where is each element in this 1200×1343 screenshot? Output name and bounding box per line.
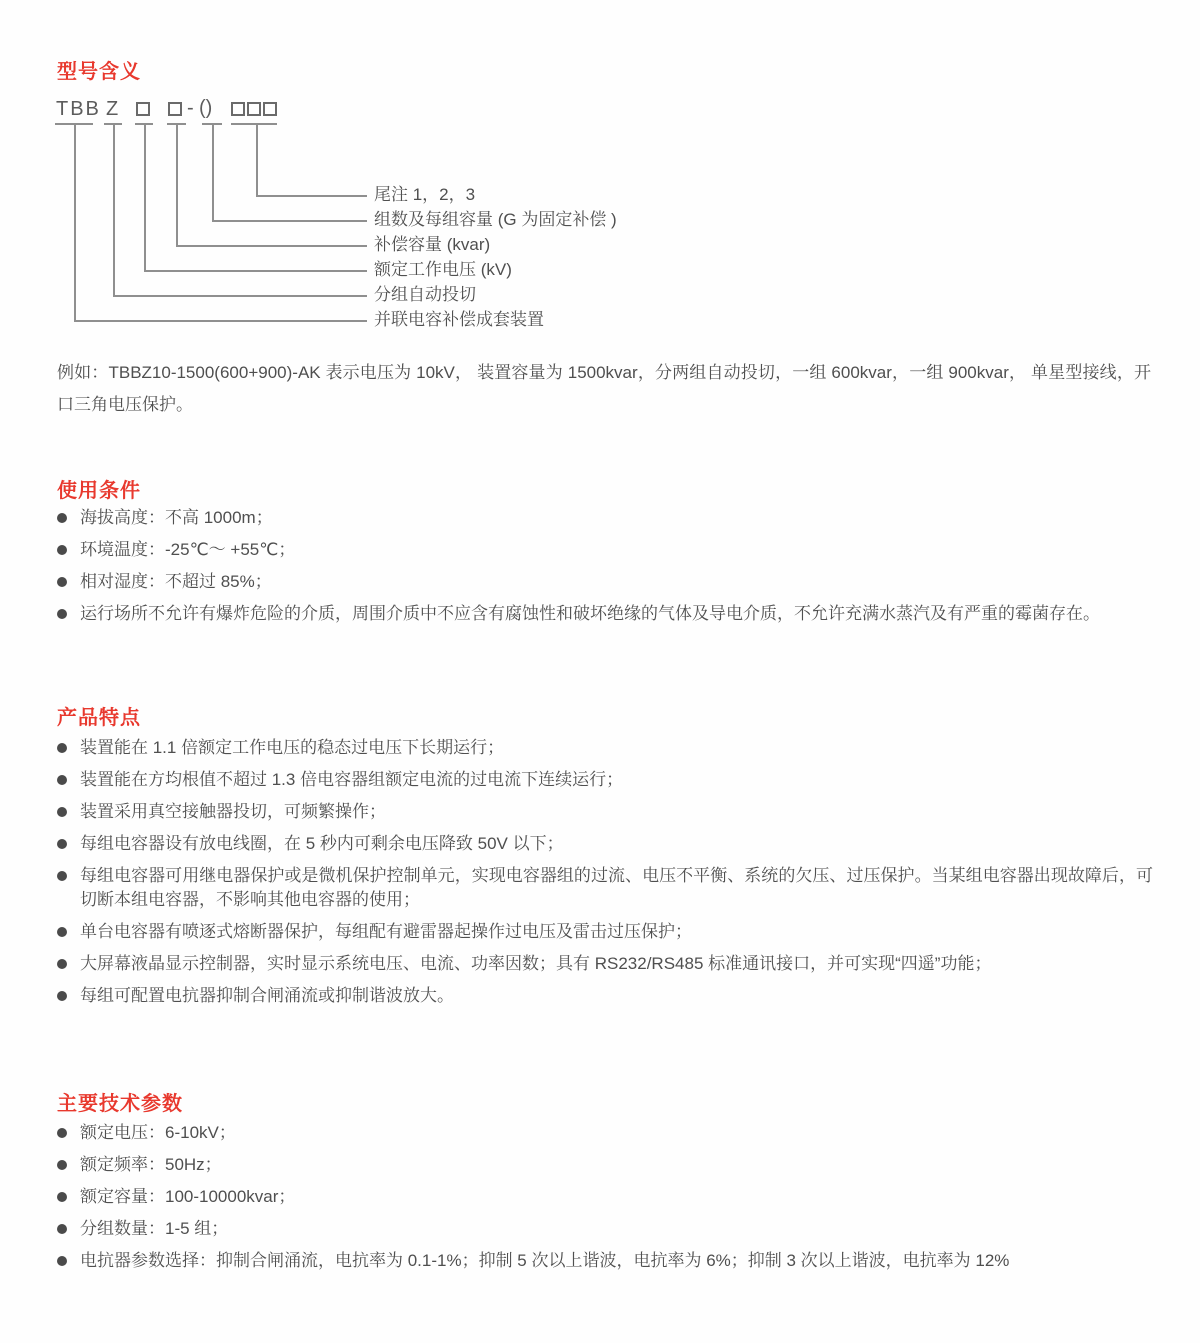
bullet-item <box>57 1121 1153 1145</box>
bullet-text: 运行场所不允许有爆炸危险的介质，周围介质中不应含有腐蚀性和破坏绝缘的气体及导电介质，不允许充满水蒸汽及有严重的霉菌存在。 <box>80 604 1100 623</box>
label-rated-voltage: 额定工作电压 (kV) <box>374 260 512 279</box>
bullet-text: 大屏幕液晶显示控制器，实时显示系统电压、电流、功率因数；具有 RS232/RS485 标准通讯接口，并可实现“四遥”功能； <box>80 954 992 973</box>
bullet-text: 额定电压：6-10kV； <box>80 1123 236 1142</box>
connector-v-switching <box>113 123 115 295</box>
bullet-item <box>57 602 1153 626</box>
bullet-item <box>57 1217 1153 1241</box>
section-title-usage-conditions: 使用条件 <box>57 480 141 502</box>
connector-v-suffix <box>256 123 258 195</box>
bullet-dot-icon <box>57 1160 67 1170</box>
bullet-dot-icon <box>57 1224 67 1234</box>
bullet-text: 相对湿度：不超过 85%； <box>80 572 272 591</box>
bullet-text: 装置能在 1.1 倍额定工作电压的稳态过电压下长期运行； <box>80 738 505 757</box>
model-code-box-suffix-3 <box>263 102 277 116</box>
bullet-item <box>57 864 1153 912</box>
connector-v-groups <box>212 123 214 220</box>
bullet-dot-icon <box>57 1192 67 1202</box>
bullet-dot-icon <box>57 545 67 555</box>
bullet-dot-icon <box>57 1256 67 1266</box>
connector-h-suffix <box>256 195 367 197</box>
bullet-text: 分组数量：1-5 组； <box>80 1219 229 1238</box>
model-code-box-suffix-2 <box>247 102 261 116</box>
label-auto-switching: 分组自动投切 <box>374 285 476 304</box>
model-example-text: 例如：TBBZ10-1500(600+900)-AK 表示电压为 10kV， 装置容量为 1500kvar，分两组自动投切，一组 600kvar，一组 900kvar， 单星型接线，开口三角电压保护。 <box>57 363 1151 414</box>
connector-h-capacity <box>176 245 367 247</box>
usage-conditions-list <box>57 506 1153 634</box>
bullet-text: 每组电容器可用继电器保护或是微机保护控制单元，实现电容器组的过流、电压不平衡、系统的欠压、过压保护。当某组电容器出现故障后，可切断本组电容器，不影响其他电容器的使用； <box>80 866 1153 909</box>
connector-v-device <box>74 123 76 320</box>
model-code-diagram <box>0 96 1200 348</box>
bullet-dot-icon <box>57 839 67 849</box>
bullet-item <box>57 1153 1153 1177</box>
bullet-item <box>57 1185 1153 1209</box>
model-code-box-capacity <box>168 102 182 116</box>
bullet-item <box>57 952 1153 976</box>
model-code-z: Z <box>106 98 119 120</box>
section-title-product-features: 产品特点 <box>57 707 141 729</box>
bullet-dot-icon <box>57 807 67 817</box>
model-code-dash: - <box>187 97 194 119</box>
bullet-dot-icon <box>57 991 67 1001</box>
bullet-dot-icon <box>57 959 67 969</box>
bullet-dot-icon <box>57 743 67 753</box>
connector-h-switching <box>113 295 367 297</box>
bullet-dot-icon <box>57 1128 67 1138</box>
connector-h-device <box>74 320 367 322</box>
model-code-parens: () <box>199 97 213 119</box>
bullet-text: 单台电容器有喷逐式熔断器保护，每组配有避雷器起操作过电压及雷击过压保护； <box>80 922 692 941</box>
technical-parameters-list <box>57 1121 1153 1281</box>
bullet-item <box>57 538 1153 562</box>
bullet-text: 电抗器参数选择：抑制合闸涌流，电抗率为 0.1-1%；抑制 5 次以上谐波，电抗率为 6%；抑制 3 次以上谐波，电抗率为 12% <box>80 1251 1010 1270</box>
bullet-item <box>57 768 1153 792</box>
model-code-prefix: TBB <box>56 98 101 120</box>
connector-h-voltage <box>144 270 367 272</box>
model-code-box-suffix-1 <box>231 102 245 116</box>
underline-suffixes <box>231 123 277 125</box>
bullet-dot-icon <box>57 871 67 881</box>
bullet-item <box>57 832 1153 856</box>
bullet-dot-icon <box>57 927 67 937</box>
bullet-dot-icon <box>57 775 67 785</box>
bullet-dot-icon <box>57 577 67 587</box>
bullet-text: 海拔高度：不高 1000m； <box>80 508 273 527</box>
label-shunt-device: 并联电容补偿成套装置 <box>374 310 544 329</box>
section-title-technical-parameters: 主要技术参数 <box>57 1093 183 1115</box>
bullet-dot-icon <box>57 513 67 523</box>
bullet-text: 每组可配置电抗器抑制合闸涌流或抑制谐波放大。 <box>80 986 454 1005</box>
bullet-item <box>57 570 1153 594</box>
bullet-text: 装置能在方均根值不超过 1.3 倍电容器组额定电流的过电流下连续运行； <box>80 770 624 789</box>
bullet-item <box>57 1249 1153 1273</box>
section-title-model-meaning: 型号含义 <box>57 61 141 83</box>
label-compensation-capacity: 补偿容量 (kvar) <box>374 235 491 254</box>
bullet-item <box>57 920 1153 944</box>
bullet-text: 环境温度：-25℃～ +55℃； <box>80 540 296 559</box>
connector-v-voltage <box>144 123 146 270</box>
bullet-item <box>57 506 1153 530</box>
bullet-item <box>57 800 1153 824</box>
bullet-text: 额定容量：100-10000kvar； <box>80 1187 296 1206</box>
connector-v-capacity <box>176 123 178 245</box>
model-code-box-voltage <box>136 102 150 116</box>
bullet-item <box>57 736 1153 760</box>
bullet-text: 额定频率：50Hz； <box>80 1155 222 1174</box>
bullet-item <box>57 984 1153 1008</box>
label-suffix-note: 尾注 1，2，3 <box>374 185 476 204</box>
product-features-list <box>57 736 1153 1016</box>
bullet-text: 装置采用真空接触器投切，可频繁操作； <box>80 802 386 821</box>
connector-h-groups <box>212 220 367 222</box>
label-group-capacity: 组数及每组容量 (G 为固定补偿 ) <box>374 210 617 229</box>
bullet-text: 每组电容器设有放电线圈，在 5 秒内可剩余电压降致 50V 以下； <box>80 834 564 853</box>
bullet-dot-icon <box>57 609 67 619</box>
